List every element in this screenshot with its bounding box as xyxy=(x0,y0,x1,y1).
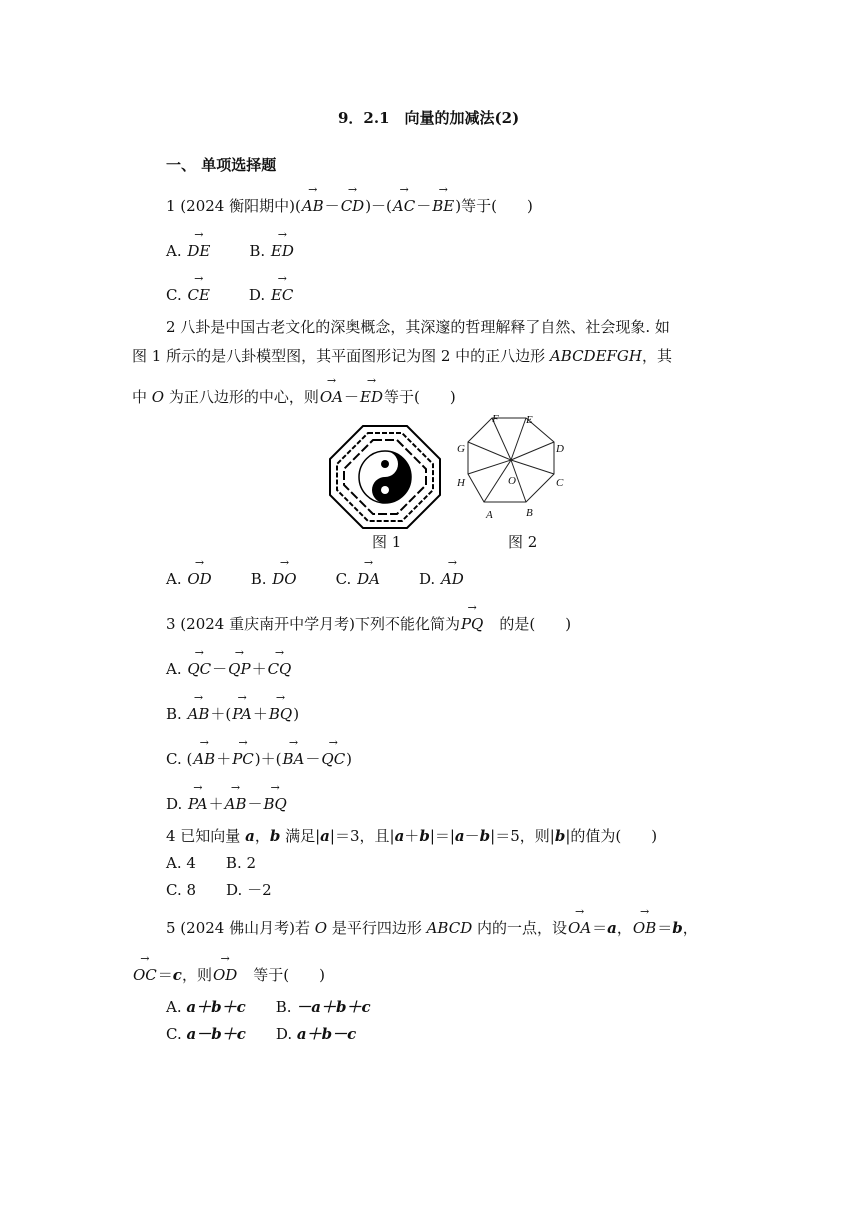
question-2-options: A. → OD B. → DO C. → DA D. → AD xyxy=(166,569,465,589)
question-5-options-row1: A. a＋b＋c B. －a＋b＋c xyxy=(166,998,371,1016)
vec-BE: → BE xyxy=(431,196,455,216)
section-heading: 一、 单项选择题 xyxy=(166,156,277,174)
q1-option-b[interactable]: → ED xyxy=(270,241,295,261)
question-2-line3: 中 O 为正八边形的中心，则→ OA－→ ED等于( ) xyxy=(132,387,456,407)
q1-prefix: 1 (2024 衡阳期中)( xyxy=(166,197,301,215)
q4-option-d[interactable]: －2 xyxy=(247,881,272,899)
q2-octagon-name: ABCDEFGH xyxy=(549,347,642,365)
question-4-options-row2: C. 8 D. －2 xyxy=(166,881,272,899)
label-A: A xyxy=(486,509,493,521)
question-2-line1: 2 八卦是中国古老文化的深奥概念，其深邃的哲理解释了自然、社会现象. 如 xyxy=(166,318,670,336)
question-5-line2: → OC＝c，则→ OD 等于( ) xyxy=(132,965,325,985)
question-2-line2 xyxy=(132,346,672,366)
q1-option-c[interactable]: → CE xyxy=(186,285,210,305)
q5-option-b[interactable]: －a＋b＋c xyxy=(296,998,371,1016)
vec-AC: → AC xyxy=(392,196,416,216)
label-O: O xyxy=(508,475,516,487)
question-5-options-row2: C. a－b＋c D. a＋b－c xyxy=(166,1025,357,1043)
q2-option-c[interactable]: → DA xyxy=(356,569,381,589)
figure-1-caption: 图 1 xyxy=(372,533,402,551)
q2-l3c: 为正八边形的中心，则 xyxy=(164,388,319,406)
q1-suffix: )等于( ) xyxy=(455,197,533,215)
label-G: G xyxy=(457,443,465,455)
q2-option-b[interactable]: → DO xyxy=(271,569,297,589)
q5-option-d[interactable]: a＋b－c xyxy=(296,1025,357,1043)
question-4-options-row1: A. 4 B. 2 xyxy=(166,854,257,872)
label-D: D xyxy=(556,443,564,455)
q2-l3a: 中 xyxy=(132,388,152,406)
vec-OA: → OA xyxy=(319,387,344,407)
q5-option-c[interactable]: a－b＋c xyxy=(186,1025,246,1043)
label-F: F xyxy=(492,413,499,425)
q4-option-a[interactable]: 4 xyxy=(186,854,196,872)
question-1-stem: 1 (2024 衡阳期中)(→ AB－→ CD)－(→ AC－→ BE)等于( ) xyxy=(166,196,533,216)
question-4-stem: 4 已知向量 a，b 满足|a|＝3，且|a＋b|＝|a－b|＝5，则|b|的值为( ) xyxy=(166,827,658,845)
page-title: 9．2.1 向量的加减法(2) xyxy=(338,109,520,127)
vec-AB: → AB xyxy=(301,196,325,216)
label-E: E xyxy=(526,414,533,426)
q3-option-d[interactable]: D. → PA＋→ AB－→ BQ xyxy=(166,794,288,814)
label-C: C xyxy=(556,477,564,489)
q3-prefix: 3 (2024 重庆南开中学月考)下列不能化简为 xyxy=(166,615,460,633)
octagon-figure xyxy=(456,410,572,522)
question-5-line1: 5 (2024 佛山月考)若 O 是平行四边形 ABCD 内的一点，设→ OA＝a，→ OB＝b， xyxy=(166,918,698,938)
question-3-stem xyxy=(166,614,571,634)
yin-yang-icon xyxy=(359,451,411,503)
q3-suffix: 的是( ) xyxy=(484,615,572,633)
vec-ED: → ED xyxy=(359,387,384,407)
bagua-figure xyxy=(328,424,442,530)
vec-CD: → CD xyxy=(340,196,366,216)
q4-option-c[interactable]: 8 xyxy=(186,881,197,899)
q2-option-d[interactable]: → AD xyxy=(440,569,465,589)
q2-center-o: O xyxy=(151,388,165,406)
q2-l3d: 等于( ) xyxy=(384,388,456,406)
q1-option-d[interactable]: → EC xyxy=(270,285,294,305)
question-1-options-row2: C. → CE D. → EC xyxy=(166,285,294,305)
question-1-options-row1: A. → DE B. → ED xyxy=(166,241,295,261)
q3-option-b[interactable]: B. → AB＋(→ PA＋→ BQ) xyxy=(166,704,299,724)
q2-l2a: 图 1 所示的是八卦模型图，其平面图形记为图 2 中的正八边形 xyxy=(132,347,550,365)
q4-option-b[interactable]: 2 xyxy=(246,854,257,872)
vec-PQ: → PQ xyxy=(460,614,484,634)
q3-option-a[interactable]: A. → QC－→ QP＋→ CQ xyxy=(166,659,292,679)
q2-l2c: ，其 xyxy=(642,347,673,365)
label-H: H xyxy=(457,477,465,489)
label-B: B xyxy=(526,507,533,519)
q3-option-c[interactable]: C. (→ AB＋→ PC)＋(→ BA－→ QC) xyxy=(166,749,352,769)
q2-option-a[interactable]: → OD xyxy=(186,569,212,589)
q5-option-a[interactable]: a＋b＋c xyxy=(186,998,246,1016)
q1-option-a[interactable]: → DE xyxy=(186,241,211,261)
figure-2-caption: 图 2 xyxy=(508,533,538,551)
